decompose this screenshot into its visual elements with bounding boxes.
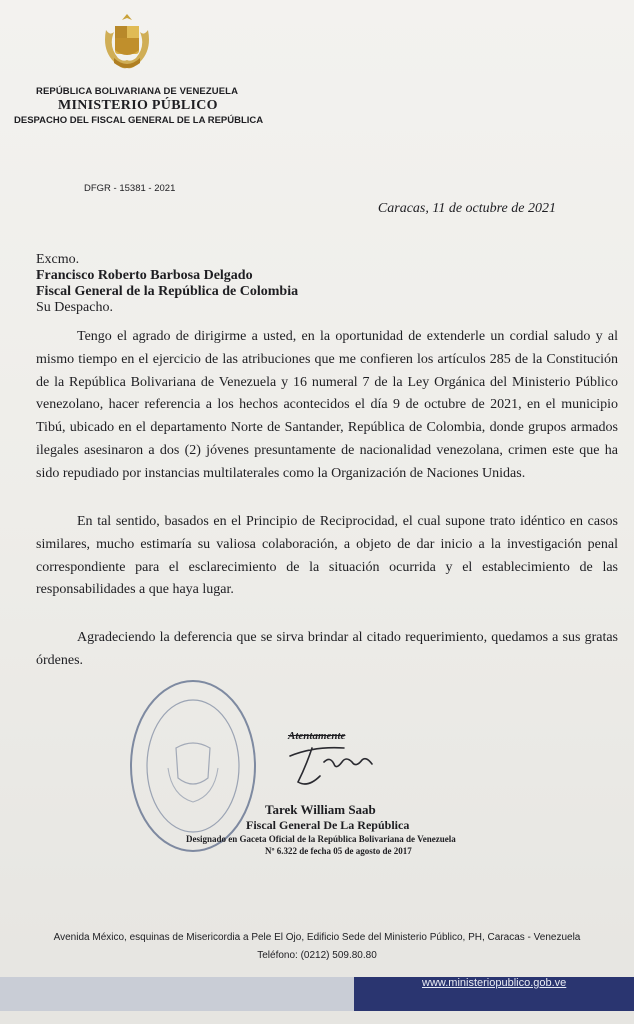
header-office: DESPACHO DEL FISCAL GENERAL DE LA REPÚBLICA bbox=[14, 115, 264, 126]
footer-address: Avenida México, esquinas de Misericordia a Pele El Ojo, Edificio Sede del Ministerio Público, PH, Caracas - Venezuela bbox=[53, 932, 581, 943]
header-country: REPÚBLICA BOLIVARIANA DE VENEZUELA bbox=[36, 86, 239, 97]
body-paragraph-3 bbox=[36, 627, 618, 673]
body-paragraph-2-text: En tal sentido, basados en el Principio de Reciprocidad, el cual supone trato idéntico en casos similares, mucho estimaría su valiosa colaboración, a objeto de dar inicio a la investigación penal correspondiente para el esclarecimiento de la situación ocurrida y el establecimiento de las responsabilidades a que haya lugar. bbox=[36, 514, 618, 598]
official-stamp-icon bbox=[128, 678, 258, 854]
footer-bar-light bbox=[0, 977, 354, 1011]
header-ministry: MINISTERIO PÚBLICO bbox=[58, 98, 218, 113]
gazette-line-1: Designado en Gaceta Oficial de la República Bolivariana de Venezuela bbox=[186, 834, 456, 844]
footer-phone: Teléfono: (0212) 509.80.80 bbox=[257, 950, 377, 961]
recipient-name: Francisco Roberto Barbosa Delgado bbox=[36, 268, 253, 283]
body-paragraph-1-text: Tengo el agrado de dirigirme a usted, en la oportunidad de extenderle un cordial saludo y al mismo tiempo en el ejercicio de las atribuciones que me confieren los artículos 285 de la Constitución de la República Bolivariana de Venezuela y 16 numeral 7 de la Ley Orgánica del Ministerio Público venezolano, hacer referencia a los hechos acontecidos el día 9 de octubre de 2021, en el municipio Tibú, ubicado en el departamento Norte de Santander, República de Colombia, donde grupos armados ilegales asesinaron a dos (2) jóvenes presuntamente de nacionalidad venezolana, crimen este que ha sido repudiado por instancias multilaterales como la Organización de Naciones Unidas. bbox=[36, 329, 618, 481]
body-paragraph-3-text: Agradeciendo la deferencia que se sirva brindar al citado requerimiento, quedamos a sus gratas órdenes. bbox=[36, 630, 618, 668]
recipient-office: Su Despacho. bbox=[36, 300, 113, 315]
signer-title: Fiscal General De La República bbox=[246, 818, 410, 832]
recipient-title: Fiscal General de la República de Colombia bbox=[36, 284, 299, 299]
gazette-line-2: Nº 6.322 de fecha 05 de agosto de 2017 bbox=[265, 846, 412, 856]
body-paragraph-1 bbox=[36, 326, 618, 486]
website-link[interactable]: www.ministeriopublico.gob.ve bbox=[422, 977, 567, 989]
letter-date: Caracas, 11 de octubre de 2021 bbox=[377, 201, 556, 216]
signer-name: Tarek William Saab bbox=[265, 802, 376, 817]
body-paragraph-2 bbox=[36, 511, 618, 602]
reference-number: DFGR - 15381 - 2021 bbox=[84, 183, 176, 194]
salutation: Excmo. bbox=[36, 252, 80, 267]
coat-of-arms-icon bbox=[96, 10, 158, 74]
closing-text: Atentamente bbox=[288, 730, 346, 742]
